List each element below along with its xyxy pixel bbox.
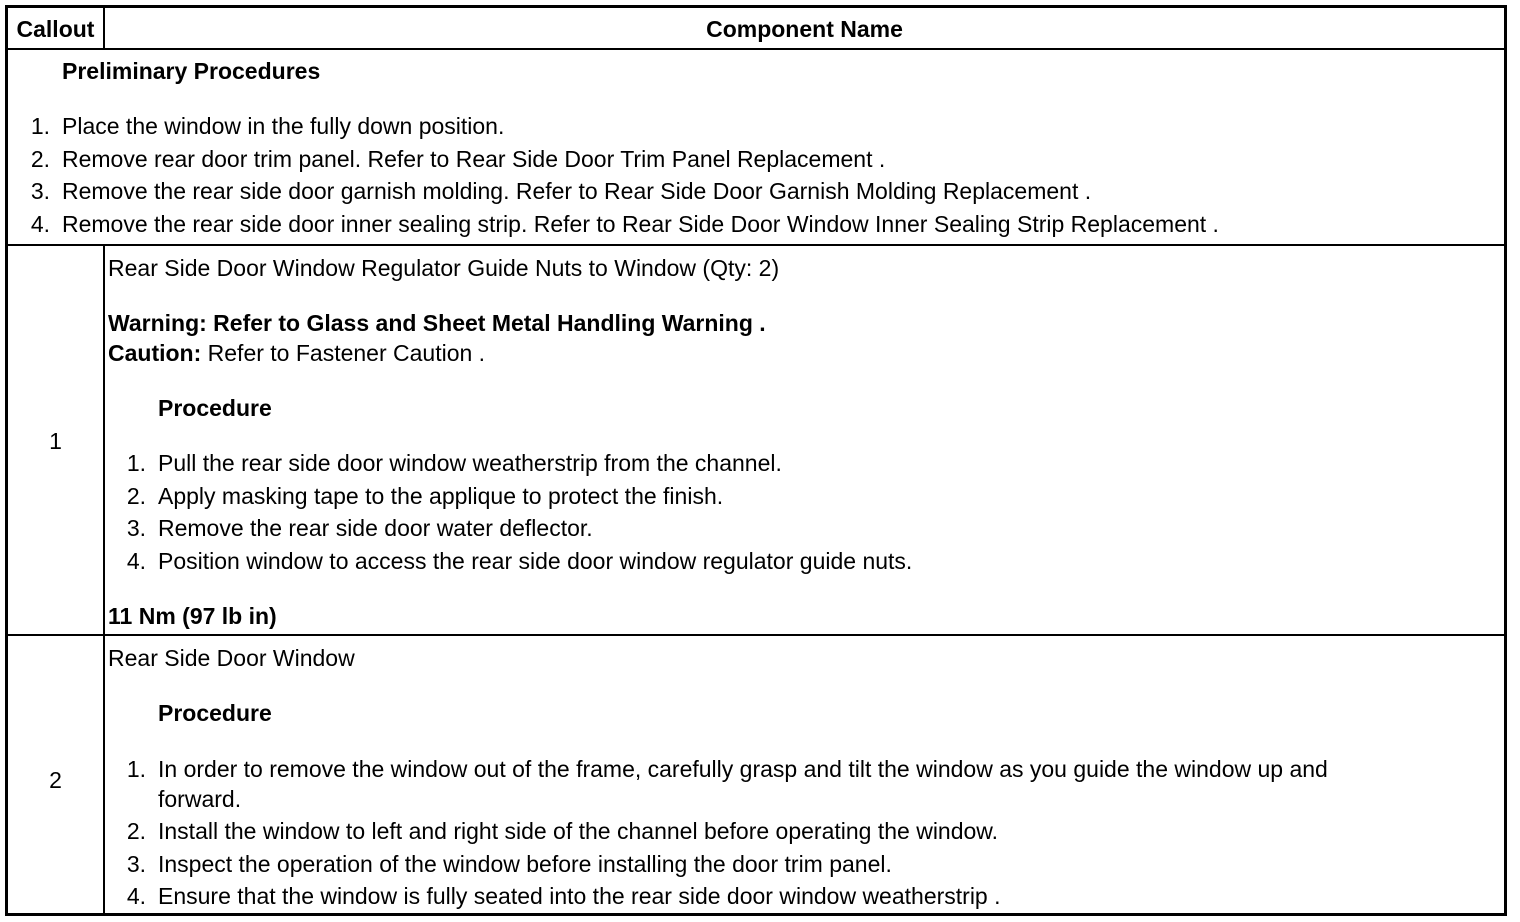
step-number: 1. xyxy=(126,756,146,782)
step-number: 2. xyxy=(126,483,146,509)
caution-label: Caution: xyxy=(108,340,202,366)
procedure-step-continued: forward. xyxy=(158,786,242,812)
header-component-name: Component Name xyxy=(706,16,903,42)
procedure-title: Procedure xyxy=(158,395,272,421)
callout-number: 1 xyxy=(49,428,62,454)
procedure-step: Install the window to left and right side of the channel before operating the window. xyxy=(158,818,999,844)
procedure-step: Ensure that the window is fully seated into the rear side door window weatherstrip . xyxy=(158,883,1001,909)
warning-text: Warning: Refer to Glass and Sheet Metal Handling Warning . xyxy=(108,310,766,336)
table-header-row xyxy=(8,8,1504,50)
procedure-step: Inspect the operation of the window before installing the door trim panel. xyxy=(158,851,892,877)
step-number: 3. xyxy=(126,851,146,877)
table-row xyxy=(8,636,1504,913)
caution-text: Refer to Fastener Caution . xyxy=(201,340,486,366)
procedure-title: Procedure xyxy=(158,700,272,726)
table-row xyxy=(8,246,1504,636)
step-number: 3. xyxy=(126,515,146,541)
procedure-step: Pull the rear side door window weatherstrip from the channel. xyxy=(158,450,782,476)
preliminary-step: Place the window in the fully down position. xyxy=(62,113,505,139)
step-number: 4. xyxy=(126,883,146,909)
procedure-step: Remove the rear side door water deflector. xyxy=(158,515,593,541)
preliminary-row xyxy=(8,50,1504,246)
procedure-table xyxy=(5,5,1507,916)
step-number: 2. xyxy=(126,818,146,844)
procedure-step: Apply masking tape to the applique to protect the finish. xyxy=(158,483,724,509)
step-number: 4. xyxy=(126,548,146,574)
preliminary-title: Preliminary Procedures xyxy=(62,58,321,84)
preliminary-step: Remove rear door trim panel. Refer to Rear Side Door Trim Panel Replacement . xyxy=(62,146,886,172)
callout-number: 2 xyxy=(49,767,62,793)
preliminary-step: Remove the rear side door garnish molding. Refer to Rear Side Door Garnish Molding Replacement . xyxy=(62,178,1092,204)
step-number: 1. xyxy=(126,450,146,476)
component-name: Rear Side Door Window Regulator Guide Nuts to Window (Qty: 2) xyxy=(108,255,780,281)
step-number: 3. xyxy=(30,178,50,204)
procedure-step: In order to remove the window out of the frame, carefully grasp and tilt the window as you guide the window up and xyxy=(158,756,1328,782)
torque-spec: 11 Nm (97 lb in) xyxy=(108,603,277,629)
preliminary-step: Remove the rear side door inner sealing strip. Refer to Rear Side Door Window Inner Sealing Strip Replacement . xyxy=(62,211,1219,237)
component-name: Rear Side Door Window xyxy=(108,645,355,671)
step-number: 1. xyxy=(30,113,50,139)
header-callout: Callout xyxy=(16,16,95,42)
step-number: 4. xyxy=(30,211,50,237)
step-number: 2. xyxy=(30,146,50,172)
caution-line xyxy=(108,339,485,367)
procedure-step: Position window to access the rear side door window regulator guide nuts. xyxy=(158,548,913,574)
